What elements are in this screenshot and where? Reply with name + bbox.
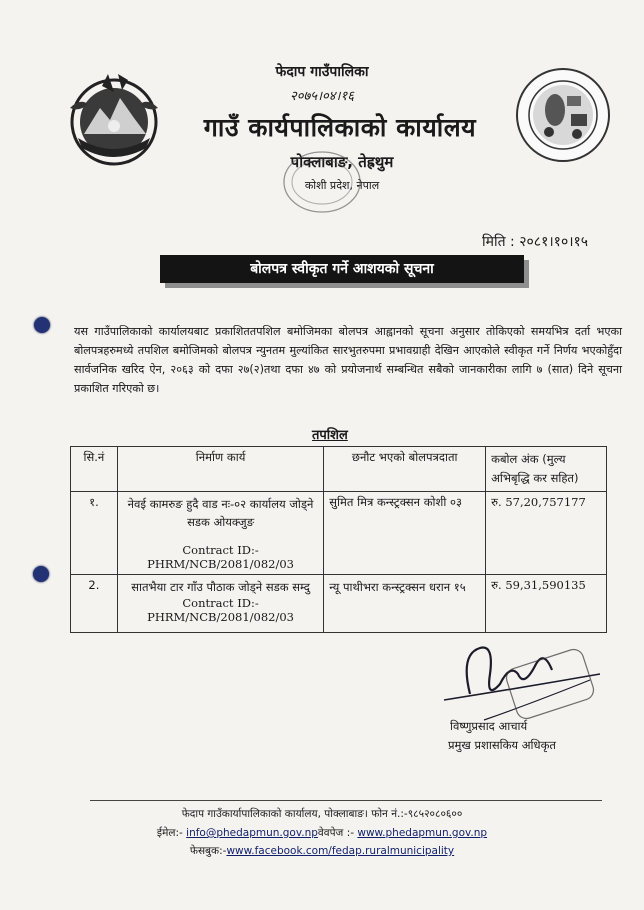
notice-title-banner: बोलपत्र स्वीकृत गर्ने आशयको सूचना (160, 255, 524, 283)
page-title: गाउँ कार्यपालिकाको कार्यालय (203, 113, 477, 142)
footer-email-label: ईमेल:- (156, 827, 183, 839)
footer-facebook-link[interactable]: www.facebook.com/fedap.ruralmunicipality (226, 845, 455, 857)
established-date: २०७५।०४।१६ (290, 89, 354, 104)
footer-email-link[interactable]: info@phedapmun.gov.np (186, 827, 318, 839)
row-work-name: सातभैया टार गाँउ पौठाक जोड्ने सडक सम्दु (131, 580, 310, 594)
footer-website-link[interactable]: www.phedapmun.gov.np (357, 827, 488, 839)
footer-facebook-label: फेसबुक:- (189, 845, 227, 857)
header-amount: कबोल अंक (मुल्य अभिबृद्धि कर सहित) (486, 447, 607, 492)
row-amount: रु. 57,20,757177 (486, 492, 607, 575)
footer-divider (90, 800, 602, 801)
table-header-row (71, 447, 607, 492)
row-amount: रु. 59,31,590135 (486, 575, 607, 633)
office-address: पोक्लाबाङ, तेह्रथुम (290, 153, 394, 171)
table-row (71, 575, 607, 633)
row-work (117, 492, 323, 575)
signatory-name: विष्णुप्रसाद आचार्य (450, 719, 528, 733)
row-work-name: नेवई कामरुङ हुदै वाड नः-०२ कार्यालय जोड्ने सडक ओयक्जुङ (127, 497, 314, 529)
row-contract-id: Contract ID:- PHRM/NCB/2081/082/03 (147, 596, 294, 624)
row-sn: 2. (71, 575, 118, 633)
office-stamp-icon (280, 148, 364, 216)
date-value: २०८१।१०।१५ (519, 234, 589, 250)
row-bidder: सुमित मित्र कन्स्ट्रक्सन कोशी ०३ (324, 492, 486, 575)
notice-body: यस गाउँपालिकाको कार्यालयबाट प्रकाशिततपशिल बमोजिमका बोलपत्र आह्वानको सूचना अनुसार तोकिएको समयभित्र दर्ता भएका बोलपत्रहरुमध्ये तपशिल बमोजिमको बोलपत्र न्युनतम मुल्यांकित सारभुतरुपमा प्रभावग्राही देखिन आएकोले स्वीकृत गर्ने निर्णय भएकोहुँदा सार्वजनिक खरिद ऐन, २०६३ को दफा २७(२)तथा दफा ४७ को प्रयोजनार्थ सम्बन्धित सबैको जानकारीका लागि ७ (सात) दिने सूचना प्रकाशित गरिएको छ। (74, 325, 622, 395)
schedule-table (70, 446, 607, 633)
row-bidder: न्यू पाथीभरा कन्स्ट्रक्सन धरान १५ (324, 575, 486, 633)
header-work: निर्माण कार्य (117, 447, 323, 492)
row-contract-id: Contract ID:-PHRM/NCB/2081/082/03 (147, 543, 294, 571)
office-province: कोशी प्रदेश, नेपाल (304, 179, 380, 192)
hole-punch-top (34, 317, 50, 333)
header-sn: सि.नं (71, 447, 118, 492)
footer-address (0, 807, 644, 821)
schedule-label: तपशिल (312, 428, 348, 443)
office-name: फेदाप गाउँपालिका (275, 64, 369, 80)
footer-phone: ९८५२०८०६०० (407, 808, 463, 820)
footer-address-label: फेदाप गाउँकार्यापालिकाको कार्यालय, पोक्लाबाङ। फोन नं.:- (181, 808, 408, 820)
notice-date (482, 232, 588, 251)
footer-contact (0, 826, 644, 840)
signatory-title: प्रमुख प्रशासकिय अधिकृत (448, 738, 556, 752)
footer-social (0, 844, 644, 858)
header-bidder: छनौट भएको बोलपत्रदाता (324, 447, 486, 492)
footer-website-label: वेवपेज :- (317, 827, 355, 839)
row-work (117, 575, 323, 633)
table-row (71, 492, 607, 575)
date-label: मिति : (482, 234, 515, 250)
hole-punch-bottom (33, 566, 49, 582)
row-sn: १. (71, 492, 118, 575)
